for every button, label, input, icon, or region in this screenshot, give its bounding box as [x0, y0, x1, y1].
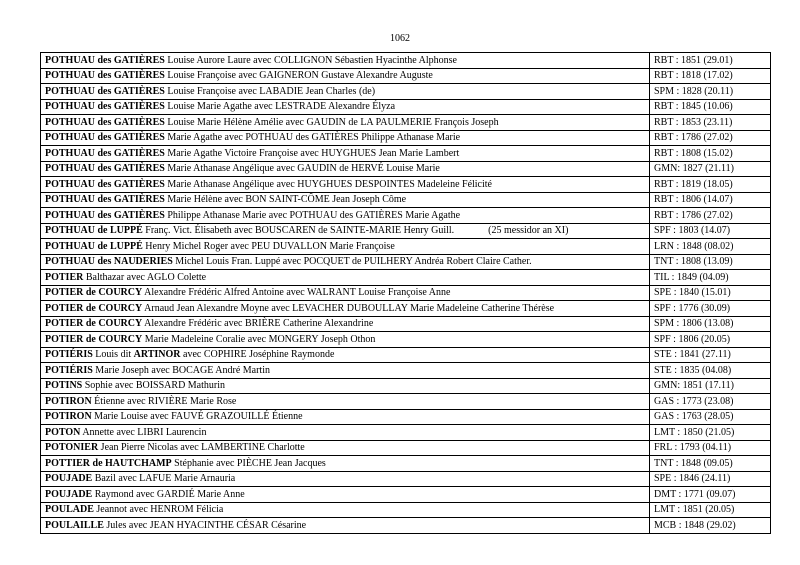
- entry-cell: [41, 440, 650, 456]
- surname: POTIRON: [45, 395, 92, 407]
- reference-cell: STE : 1841 (27.11): [650, 347, 771, 363]
- entry-text-continued: avec COPHIRE Joséphine Raymonde: [180, 349, 335, 361]
- entry-text: Étienne avec RIVIÈRE Marie Rose: [91, 395, 237, 407]
- reference-cell: RBT : 1819 (18.05): [650, 177, 771, 193]
- surname: POTHUAU des GATIÈRES: [45, 178, 165, 190]
- entry-text: Louise Françoise avec GAIGNERON Gustave Alexandre Auguste: [164, 70, 433, 82]
- table-row: [41, 223, 771, 239]
- entry-text: Michel Louis Fran. Luppé avec POCQUET de PUILHERY Andréa Robert Claire Cather.: [172, 256, 532, 268]
- entry-text: Marie Athanase Angélique avec HUYGHUES DESPOINTES Madeleine Félicité: [164, 178, 492, 190]
- surname: POTON: [45, 426, 81, 438]
- entry-cell: [41, 115, 650, 131]
- table-row: [41, 115, 771, 131]
- entry-text: Marie Athanase Angélique avec GAUDIN de HERVÉ Louise Marie: [164, 163, 440, 175]
- surname: POUJADE: [45, 488, 93, 500]
- reference-cell: GMN: 1851 (17.11): [650, 378, 771, 394]
- surname: POTONIER: [45, 442, 99, 454]
- entry-text: Louise Françoise avec LABADIE Jean Charles (de): [164, 85, 376, 97]
- entry-cell: [41, 254, 650, 270]
- table-row: [41, 394, 771, 410]
- entry-text: Raymond avec GARDIÉ Marie Anne: [92, 488, 245, 500]
- entry-cell: [41, 68, 650, 84]
- table-row: [41, 487, 771, 503]
- entry-text: Marie Joseph avec BOCAGE André Martin: [92, 364, 270, 376]
- surname: POTHUAU des GATIÈRES: [45, 85, 165, 97]
- reference-cell: RBT : 1818 (17.02): [650, 68, 771, 84]
- reference-cell: RBT : 1845 (10.06): [650, 99, 771, 115]
- table-row: [41, 347, 771, 363]
- table-row: [41, 471, 771, 487]
- table-row: [41, 130, 771, 146]
- entry-cell: [41, 130, 650, 146]
- entry-cell: [41, 332, 650, 348]
- reference-cell: TNT : 1848 (09.05): [650, 456, 771, 472]
- surname: POTIER de COURCY: [45, 333, 143, 345]
- entry-cell: [41, 99, 650, 115]
- alias-name: ARTINOR: [133, 349, 181, 361]
- reference-cell: SPE : 1846 (24.11): [650, 471, 771, 487]
- entry-text: Franç. Vict. Élisabeth avec BOUSCAREN de SAINTE-MARIE Henry Guill.: [142, 225, 455, 237]
- entry-cell: [41, 409, 650, 425]
- table-row: [41, 270, 771, 286]
- table-row: [41, 409, 771, 425]
- surname: POTHUAU des NAUDERIES: [45, 256, 173, 268]
- entry-cell: [41, 223, 650, 239]
- table-row: [41, 99, 771, 115]
- surname: POTIER: [45, 271, 84, 283]
- reference-cell: RBT : 1853 (23.11): [650, 115, 771, 131]
- entry-text: Marie Hélène avec BON SAINT-CÔME Jean Joseph Côme: [164, 194, 407, 206]
- table-row: [41, 192, 771, 208]
- page-number: 1062: [390, 33, 410, 44]
- entry-cell: [41, 301, 650, 317]
- entry-cell: [41, 208, 650, 224]
- surname: POTIÉRIS: [45, 349, 93, 361]
- entry-text: Henry Michel Roger avec PEU DUVALLON Marie Françoise: [142, 240, 395, 252]
- entry-text: Jeannot avec HENROM Félicia: [93, 504, 224, 516]
- surname: POTHUAU des GATIÈRES: [45, 163, 165, 175]
- entry-text: Louise Aurore Laure avec COLLIGNON Sébastien Hyacinthe Alphonse: [164, 54, 457, 66]
- table-row: [41, 301, 771, 317]
- entry-text: Bazil avec LAFUE Marie Arnauria: [92, 473, 236, 485]
- reference-cell: GAS : 1763 (28.05): [650, 409, 771, 425]
- table-row: [41, 285, 771, 301]
- entry-text: Jules avec JEAN HYACINTHE CÉSAR Césarine: [103, 519, 307, 531]
- entry-cell: [41, 161, 650, 177]
- entry-cell: [41, 177, 650, 193]
- table-row: [41, 316, 771, 332]
- reference-cell: SPM : 1806 (13.08): [650, 316, 771, 332]
- table-row: [41, 146, 771, 162]
- table-row: [41, 378, 771, 394]
- reference-cell: LRN : 1848 (08.02): [650, 239, 771, 255]
- reference-cell: LMT : 1851 (20.05): [650, 502, 771, 518]
- table-row: [41, 254, 771, 270]
- republican-date-note: (25 messidor an XI): [488, 225, 569, 237]
- surname: POTHUAU de LUPPÉ: [45, 225, 143, 237]
- surname: POUJADE: [45, 473, 93, 485]
- reference-cell: RBT : 1808 (15.02): [650, 146, 771, 162]
- entry-cell: [41, 518, 650, 534]
- surname: POTINS: [45, 380, 83, 392]
- entry-cell: [41, 239, 650, 255]
- reference-cell: RBT : 1786 (27.02): [650, 130, 771, 146]
- table-row: [41, 208, 771, 224]
- reference-cell: SPF : 1806 (20.05): [650, 332, 771, 348]
- entry-cell: [41, 471, 650, 487]
- entry-cell: [41, 146, 650, 162]
- entry-cell: [41, 316, 650, 332]
- surname: POULAILLE: [45, 519, 104, 531]
- surname: POTIÉRIS: [45, 364, 93, 376]
- surname: POTHUAU des GATIÈRES: [45, 101, 165, 113]
- surname: POTIER de COURCY: [45, 287, 143, 299]
- table-row: [41, 440, 771, 456]
- reference-cell: FRL : 1793 (04.11): [650, 440, 771, 456]
- surname: POTHUAU des GATIÈRES: [45, 132, 165, 144]
- reference-cell: GAS : 1773 (23.08): [650, 394, 771, 410]
- entry-cell: [41, 456, 650, 472]
- surname: POTHUAU des GATIÈRES: [45, 194, 165, 206]
- entry-text: Marie Agathe Victoire Françoise avec HUYGHUES Jean Marie Lambert: [164, 147, 460, 159]
- surname: POTHUAU des GATIÈRES: [45, 147, 165, 159]
- entry-cell: [41, 192, 650, 208]
- table-row: [41, 161, 771, 177]
- reference-cell: TIL : 1849 (04.09): [650, 270, 771, 286]
- reference-cell: STE : 1835 (04.08): [650, 363, 771, 379]
- table-row: [41, 84, 771, 100]
- reference-cell: SPF : 1803 (14.07): [650, 223, 771, 239]
- entry-cell: [41, 53, 650, 69]
- entry-text: Philippe Athanase Marie avec POTHUAU des GATIÈRES Marie Agathe: [164, 209, 461, 221]
- reference-cell: RBT : 1786 (27.02): [650, 208, 771, 224]
- table-row: [41, 332, 771, 348]
- entry-text: Sophie avec BOISSARD Mathurin: [82, 380, 226, 392]
- table-row: [41, 425, 771, 441]
- table-row: [41, 177, 771, 193]
- entry-text: Louise Marie Agathe avec LESTRADE Alexandre Élyza: [164, 101, 396, 113]
- table-row: [41, 68, 771, 84]
- surname: POTIER de COURCY: [45, 302, 143, 314]
- reference-cell: DMT : 1771 (09.07): [650, 487, 771, 503]
- reference-cell: GMN: 1827 (21.11): [650, 161, 771, 177]
- entry-cell: [41, 270, 650, 286]
- reference-cell: SPF : 1776 (30.09): [650, 301, 771, 317]
- reference-cell: MCB : 1848 (29.02): [650, 518, 771, 534]
- entry-text: Arnaud Jean Alexandre Moyne avec LEVACHER DUBOULLAY Marie Madeleine Catherine Thérèse: [142, 302, 555, 314]
- surname: POTHUAU des GATIÈRES: [45, 70, 165, 82]
- entry-cell: [41, 378, 650, 394]
- surname: POULADE: [45, 504, 94, 516]
- surname: POTHUAU de LUPPÉ: [45, 240, 143, 252]
- surname: POTHUAU des GATIÈRES: [45, 209, 165, 221]
- surname: POTHUAU des GATIÈRES: [45, 116, 165, 128]
- entry-cell: [41, 425, 650, 441]
- entry-text: Louise Marie Hélène Amélie avec GAUDIN de LA PAULMERIE François Joseph: [164, 116, 499, 128]
- surname: POTTIER de HAUTCHAMP: [45, 457, 172, 469]
- reference-cell: TNT : 1808 (13.09): [650, 254, 771, 270]
- reference-cell: SPE : 1840 (15.01): [650, 285, 771, 301]
- surname: POTIRON: [45, 411, 92, 423]
- entry-cell: [41, 363, 650, 379]
- reference-cell: RBT : 1851 (29.01): [650, 53, 771, 69]
- reference-cell: SPM : 1828 (20.11): [650, 84, 771, 100]
- table-row: [41, 518, 771, 534]
- reference-cell: RBT : 1806 (14.07): [650, 192, 771, 208]
- table-row: [41, 502, 771, 518]
- entry-cell: [41, 487, 650, 503]
- entry-cell: [41, 502, 650, 518]
- entry-cell: [41, 394, 650, 410]
- entry-cell: [41, 84, 650, 100]
- table-row: [41, 53, 771, 69]
- entry-cell: [41, 285, 650, 301]
- entry-text: Stéphanie avec PIÈCHE Jean Jacques: [171, 457, 326, 469]
- entry-cell: [41, 347, 650, 363]
- surname: POTHUAU des GATIÈRES: [45, 54, 165, 66]
- entry-text: Annette avec LIBRI Laurencin: [80, 426, 207, 438]
- entry-text: Marie Louise avec FAUVÉ GRAZOUILLÉ Étienne: [91, 411, 303, 423]
- entry-text: Marie Agathe avec POTHUAU des GATIÈRES Philippe Athanase Marie: [164, 132, 461, 144]
- surname: POTIER de COURCY: [45, 318, 143, 330]
- marriage-registry-table: [40, 52, 771, 534]
- entry-text: Alexandre Frédéric avec BRIÈRE Catherine Alexandrine: [142, 318, 374, 330]
- registry-table-body: [41, 53, 771, 534]
- table-row: [41, 363, 771, 379]
- entry-text: Jean Pierre Nicolas avec LAMBERTINE Charlotte: [98, 442, 305, 454]
- entry-text: Balthazar avec AGLO Colette: [83, 271, 207, 283]
- entry-text: Alexandre Frédéric Alfred Antoine avec WALRANT Louise Françoise Anne: [142, 287, 451, 299]
- entry-text: Louis dit: [92, 349, 134, 361]
- entry-text: Marie Madeleine Coralie avec MONGERY Joseph Othon: [142, 333, 376, 345]
- table-row: [41, 456, 771, 472]
- table-row: [41, 239, 771, 255]
- reference-cell: LMT : 1850 (21.05): [650, 425, 771, 441]
